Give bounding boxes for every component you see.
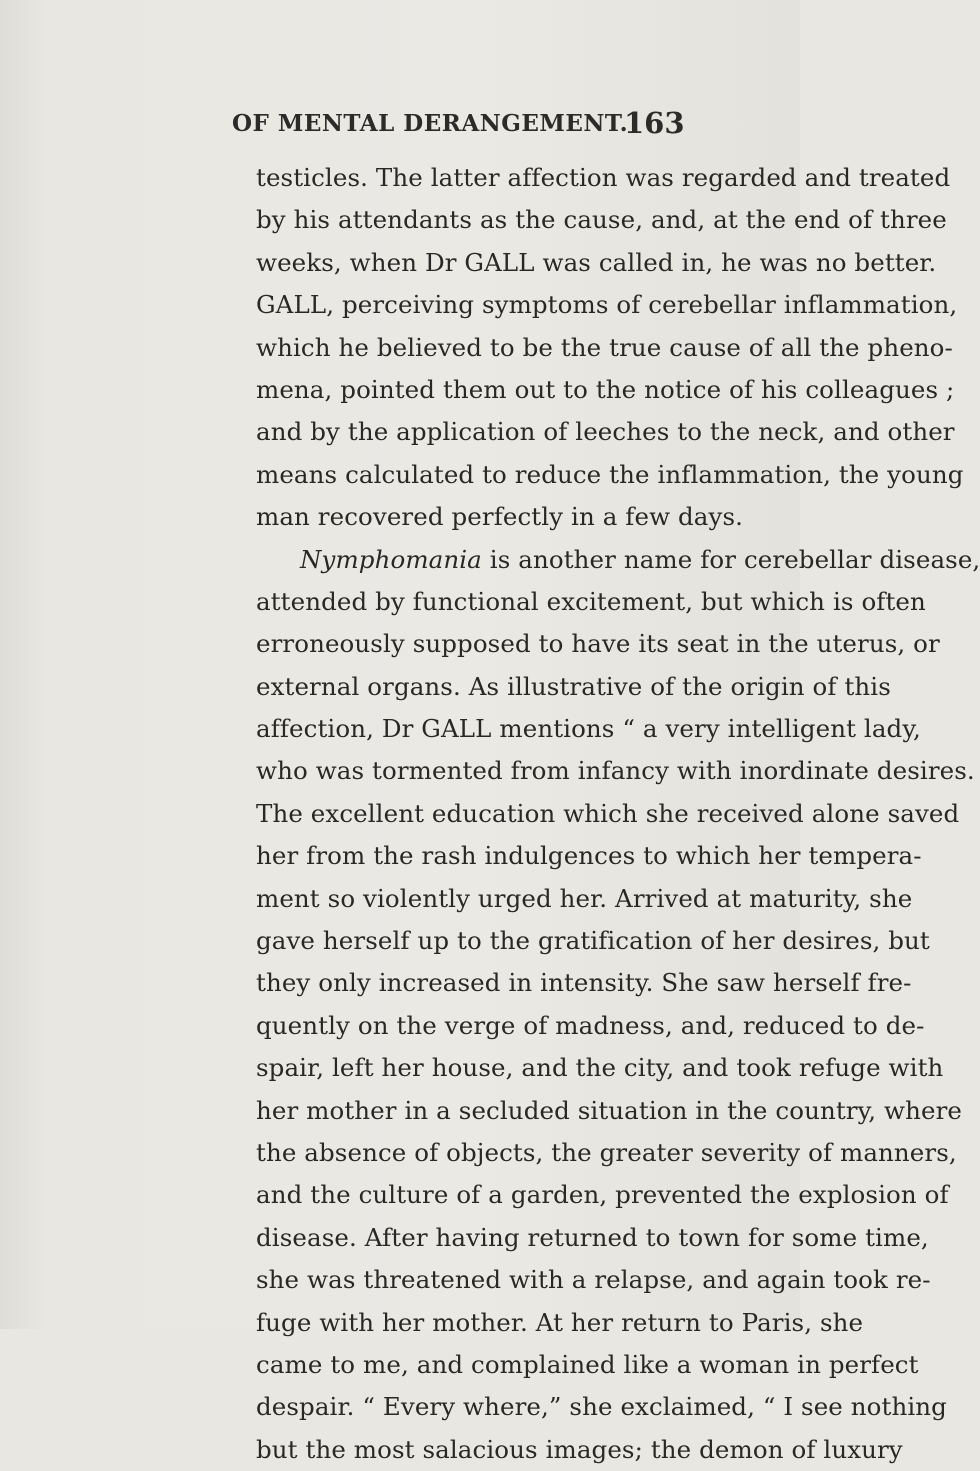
text-line: despair. “ Every where,” she exclaimed, “ I see nothing bbox=[256, 1392, 947, 1422]
running-head: OF MENTAL DERANGEMENT. bbox=[232, 110, 629, 137]
text-line: attended by functional excitement, but which is often bbox=[256, 586, 926, 616]
text-line: external organs. As illustrative of the origin of this bbox=[256, 671, 891, 701]
text-line: and the culture of a garden, prevented the explosion of bbox=[256, 1180, 949, 1210]
text-line: but the most salacious images; the demon of luxury bbox=[256, 1434, 903, 1464]
text-line: affection, Dr GALL mentions “ a very intelligent lady, bbox=[256, 714, 921, 744]
page-number: 163 bbox=[624, 106, 685, 140]
text-line: came to me, and complained like a woman in perfect bbox=[256, 1349, 919, 1379]
text-line: erroneously supposed to have its seat in the uterus, or bbox=[256, 629, 940, 659]
italic-term: Nymphomania bbox=[300, 544, 482, 574]
text-line: mena, pointed them out to the notice of his colleagues ; bbox=[256, 374, 955, 404]
text-line: means calculated to reduce the inflammation, the young bbox=[256, 459, 964, 489]
paragraph-first-line bbox=[256, 539, 980, 581]
text-line: by his attendants as the cause, and, at the end of three bbox=[256, 205, 947, 235]
text-line: GALL, perceiving symptoms of cerebellar inflammation, bbox=[256, 290, 958, 320]
text-line: man recovered perfectly in a few days. bbox=[256, 502, 744, 532]
text-line: who was tormented from infancy with inordinate desires. bbox=[256, 756, 975, 786]
text-line: disease. After having returned to town for some time, bbox=[256, 1222, 929, 1252]
text-line: they only increased in intensity. She saw herself fre- bbox=[256, 968, 912, 998]
text-line: the absence of objects, the greater severity of manners, bbox=[256, 1137, 957, 1167]
text-line: weeks, when Dr GALL was called in, he was no better. bbox=[256, 247, 937, 277]
text-line: she was threatened with a relapse, and again took re- bbox=[256, 1265, 931, 1295]
text-line: spair, left her house, and the city, and took refuge with bbox=[256, 1053, 944, 1083]
text-line: her mother in a secluded situation in the country, where bbox=[256, 1095, 963, 1125]
text-line: fuge with her mother. At her return to Paris, she bbox=[256, 1307, 864, 1337]
page-header bbox=[0, 106, 800, 142]
text-line: quently on the verge of madness, and, reduced to de- bbox=[256, 1010, 925, 1040]
text-line: which he believed to be the true cause of all the pheno- bbox=[256, 332, 953, 362]
text-line: testicles. The latter affection was regarded and treated bbox=[256, 163, 951, 192]
text-line: her from the rash indulgences to which her tempera- bbox=[256, 841, 922, 871]
text-line: ment so violently urged her. Arrived at maturity, she bbox=[256, 883, 913, 913]
text-line: and by the application of leeches to the neck, and other bbox=[256, 417, 955, 447]
text-line-rest: is another name for cerebellar disease, bbox=[489, 544, 980, 574]
body-text bbox=[256, 157, 980, 1471]
text-line: The excellent education which she received alone saved bbox=[256, 798, 960, 828]
text-line: gave herself up to the gratification of her desires, but bbox=[256, 926, 930, 956]
